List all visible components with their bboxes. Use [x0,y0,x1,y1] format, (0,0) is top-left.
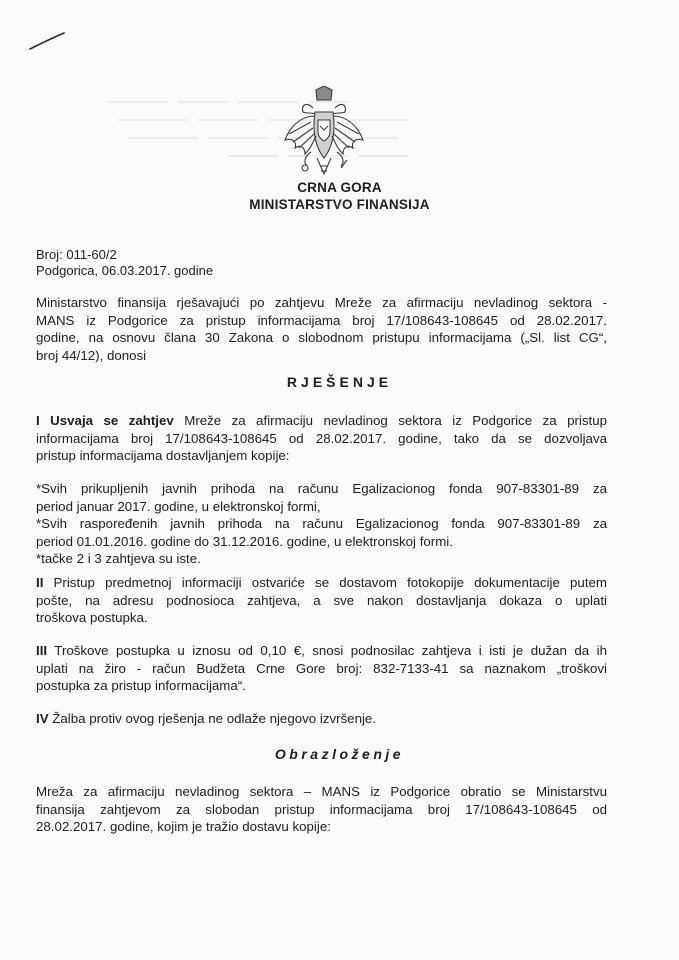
text-line: informacijama broj 17/108643-108645 od 28.02.2017. godine, tako da se dozvoljava [36,430,607,446]
list-item: *Svih prikupljenih javnih prihoda na računu Egalizacionog fonda 907-83301-89 za [36,481,607,496]
text-line [36,642,607,660]
bleed-through-text [108,92,448,172]
section-lead: Usvaja se zahtjev [50,413,174,428]
section-iv-paragraph [36,710,607,728]
section-iii-paragraph [36,642,607,695]
reasoning-paragraph [36,783,607,836]
country-heading: CRNA GORA [297,180,382,195]
text-line: Ministarstvo finansija rješavajući po zahtjevu Mreže za afirmaciju nevladinog sektora - [36,295,607,310]
text-run: Žalba protiv ovog rješenja ne odlaže njegovo izvršenje. [48,711,377,726]
text-run: Troškove postupka u iznosu od 0,10 €, snosi podnosilac zahtjeva i isti je dužan da ih [47,643,607,658]
pen-stroke-mark [28,30,66,52]
reference-number: Broj: 011-60/2 [36,247,117,262]
intro-paragraph [36,294,607,364]
text-line: 28.02.2017. godine, kojim je tražio dostavu kopije: [36,819,331,834]
text-line: pošte, na adresu podnosioca zahtjeva, a sve nakon dostavljanja dokaza o uplati [36,592,607,608]
text-line: uplati na žiro - račun Budžeta Crne Gore broj: 832-7133-41 sa naznakom „troškovi [36,660,607,676]
section-numeral: I [36,413,40,428]
list-item: *Svih raspoređenih javnih prihoda na računu Egalizacionog fonda 907-83301-89 za [36,516,607,531]
text-line [36,412,607,430]
text-run: Pristup predmetnoj informaciji ostvariće se dostavom fotokopije dokumentacije putem [43,575,607,590]
text-line [36,710,607,728]
section-i-paragraph [36,412,607,465]
list-item: *tačke 2 i 3 zahtjeva su iste. [36,551,201,566]
decision-title: RJEŠENJE [286,374,393,390]
place-and-date: Podgorica, 06.03.2017. godine [36,263,214,278]
text-run: Mreže za afirmaciju nevladinog sektora iz Podgorice za pristup [173,413,607,428]
reasoning-title: Obrazloženje [274,746,405,762]
ministry-heading: MINISTARSTVO FINANSIJA [249,197,430,212]
list-item: period januar 2017. godine, u elektronskoj formi, [36,498,321,514]
section-numeral: II [36,575,44,590]
text-line: broj 44/12), donosi [36,347,147,363]
section-ii-paragraph [36,574,607,627]
list-item: period 01.01.2016. godine do 31.12.2016. godine, u elektronskoj formi. [36,533,453,549]
text-line: finansija zahtjevom za slobodan pristup informacijama broj 17/108643-108645 od [36,801,607,817]
section-numeral: III [36,643,48,658]
section-numeral: IV [36,711,49,726]
text-line: postupka za pristup informacijama“. [36,678,246,693]
requested-items-list [36,480,607,568]
text-line: Mreža za afirmaciju nevladinog sektora – MANS iz Podgorice obratio se Ministarstvu [36,784,607,799]
text-line [36,574,607,592]
text-line: godine, na osnovu člana 30 Zakona o slobodnom pristupu informacijama („Sl. list CG“, [36,330,607,345]
text-line: troškova postupka. [36,610,148,625]
text-line: pristup informacijama dostavljanjem kopije: [36,448,290,463]
text-line: MANS iz Podgorice za pristup informacijama broj 17/108643-108645 od 28.02.2017. [36,312,607,328]
coat-of-arms-emblem [283,86,365,182]
